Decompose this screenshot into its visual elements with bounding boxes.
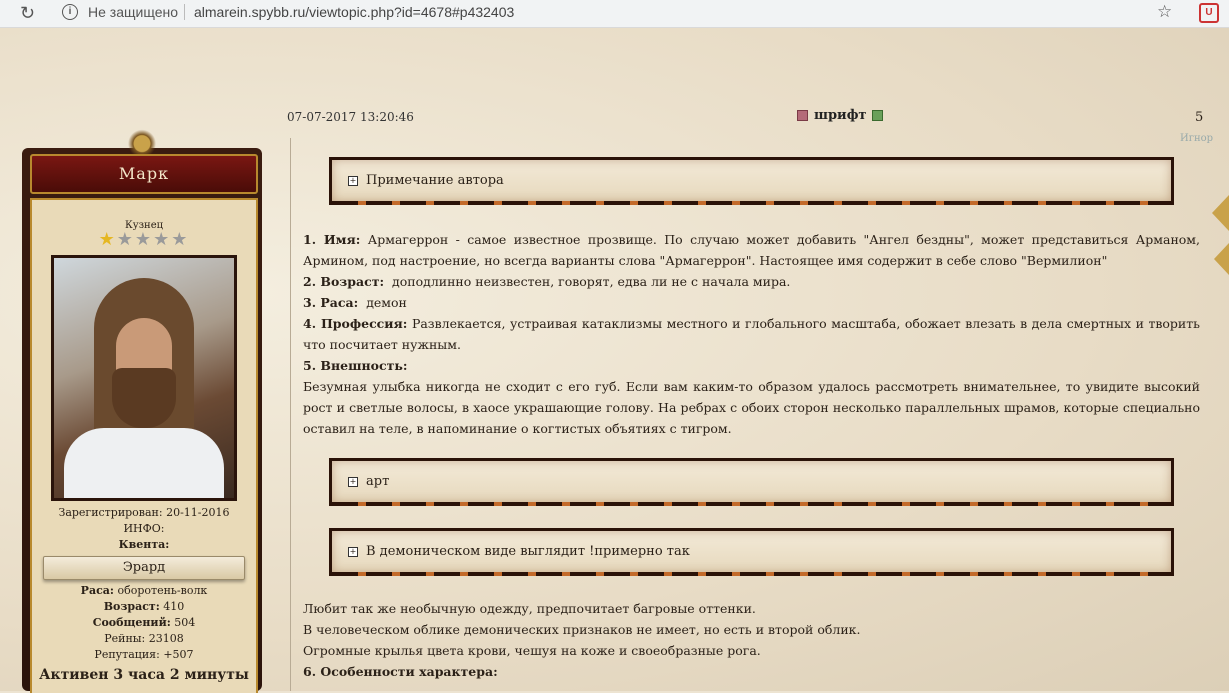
name-label: 1. Имя:: [303, 232, 361, 247]
appearance-heading: [303, 355, 1200, 376]
star-empty-icon: ★: [116, 229, 135, 250]
reload-icon[interactable]: ↻: [20, 3, 36, 23]
reputation-value: +507: [163, 648, 194, 661]
expand-icon[interactable]: +: [349, 546, 357, 556]
username[interactable]: Марк: [30, 154, 258, 194]
age-row: [32, 599, 256, 615]
extension-icon[interactable]: U: [1199, 3, 1219, 23]
post-body: [303, 229, 1200, 439]
race-paragraph: [303, 292, 1200, 313]
appearance-label: 5. Внешность:: [303, 358, 408, 373]
age-label: 2. Возраст:: [303, 274, 385, 289]
spoiler-edge: [332, 502, 1171, 506]
spoiler-author-note[interactable]: [329, 157, 1174, 205]
quest-label: Квента:: [118, 538, 170, 551]
separator: [184, 4, 185, 20]
star-empty-icon: ★: [171, 229, 190, 250]
text-line: Любит так же необычную одежду, предпочитает багровые оттенки.: [303, 601, 756, 616]
text-line: Огромные крылья цвета крови, чешуя на коже и своеобразные рога.: [303, 643, 761, 658]
star-empty-icon: ★: [153, 229, 172, 250]
expand-icon[interactable]: +: [349, 175, 357, 185]
address-bar[interactable]: almarein.spybb.ru/viewtopic.php?id=4678#p432403: [194, 4, 515, 20]
quest-link[interactable]: Эрард: [43, 556, 245, 580]
name-text: Армагеррон - самое известное прозвище. По случаю может добавить "Ангел бездны", может представиться Арманом, Армином, под настроение, но всегда варианты слова "Армагеррон". Настоящее имя содержит в себе слово "Вермилион": [303, 232, 1201, 268]
post-date[interactable]: 07-07-2017 13:20:46: [287, 110, 414, 124]
rein-row: [32, 631, 256, 647]
rein-label: Рейны:: [104, 632, 146, 645]
profession-paragraph: [303, 313, 1200, 355]
avatar-shirt: [64, 428, 224, 501]
spoiler-demon-form[interactable]: [329, 528, 1174, 576]
star-empty-icon: ★: [134, 229, 154, 250]
profession-label: 4. Профессия:: [303, 316, 408, 331]
character-heading: [303, 661, 1200, 682]
divider: [290, 138, 291, 691]
expand-icon[interactable]: +: [349, 476, 357, 486]
profession-text: Развлекается, устраивая катаклизмы местного и глобального масштаба, обожает влезать в дела смертных и творить что посчитает нужным.: [303, 316, 1200, 352]
user-rank: Кузнец: [124, 220, 164, 231]
post-body-continued: [303, 598, 1200, 682]
browser-toolbar: [0, 0, 1229, 28]
font-size-control: [797, 108, 883, 123]
race-text: демон: [366, 295, 407, 310]
rein-value: 23108: [148, 632, 184, 645]
profile-details: [30, 198, 258, 693]
spoiler-title[interactable]: Примечание автора: [366, 173, 504, 188]
name-paragraph: [303, 229, 1200, 271]
font-label: шрифт: [814, 108, 867, 123]
spoiler-title[interactable]: арт: [366, 474, 390, 489]
info-label: ИНФО:: [123, 522, 165, 535]
spoiler-art[interactable]: [329, 458, 1174, 506]
spoiler-edge: [332, 572, 1171, 576]
age-text: доподлинно неизвестен, говорят, едва ли не с начала мира.: [392, 274, 791, 289]
bookmark-star-icon[interactable]: ☆: [1157, 2, 1173, 21]
messages-label: Сообщений:: [92, 616, 171, 629]
registered-date: Зарегистрирован: 20-11-2016: [58, 506, 230, 519]
reputation-label[interactable]: Репутация:: [94, 648, 160, 661]
race-label: Раса:: [80, 584, 114, 597]
font-decrease-button[interactable]: [797, 110, 808, 121]
ignore-link[interactable]: Игнор: [1180, 133, 1214, 144]
rating-stars: [32, 231, 256, 249]
age-label: Возраст:: [103, 600, 160, 613]
star-filled-icon: ★: [98, 229, 117, 250]
messages-row: [32, 615, 256, 631]
age-paragraph: [303, 271, 1200, 292]
race-row: [32, 583, 256, 599]
character-label: 6. Особенности характера:: [303, 664, 498, 679]
security-label[interactable]: Не защищено: [88, 4, 178, 20]
spoiler-edge: [332, 201, 1171, 205]
user-profile-panel: [22, 148, 262, 691]
info-icon[interactable]: i: [62, 4, 78, 20]
text-line: В человеческом облике демонических признаков не имеет, но есть и второй облик.: [303, 622, 861, 637]
spoiler-title[interactable]: В демоническом виде выглядит !примерно так: [366, 544, 690, 559]
font-increase-button[interactable]: [872, 110, 883, 121]
crown-ornament-icon: [120, 128, 164, 154]
arrow-ornament-icon: [1214, 243, 1229, 275]
activity-time: Активен 3 часа 2 минуты: [39, 667, 249, 683]
appearance-text: Безумная улыбка никогда не сходит с его губ. Если вам каким-то образом удалось рассмотреть внимательнее, то увидите высокий рост и светлые волосы, в хаосе украшающие голову. На ребрах с обоих сторон несколько параллельных шрамов, которые специально оставил на теле, в напоминание о когтистых объятиях с тигром.: [303, 379, 1200, 436]
age-value: 410: [163, 600, 185, 613]
avatar-beard: [112, 368, 176, 428]
messages-value: 504: [174, 616, 196, 629]
reputation-row: [32, 647, 256, 663]
post-number[interactable]: 5: [1195, 110, 1204, 125]
arrow-ornament-icon: [1212, 195, 1229, 231]
race-label: 3. Раса:: [303, 295, 359, 310]
avatar: [51, 255, 237, 501]
race-value: оборотень-волк: [117, 584, 208, 597]
